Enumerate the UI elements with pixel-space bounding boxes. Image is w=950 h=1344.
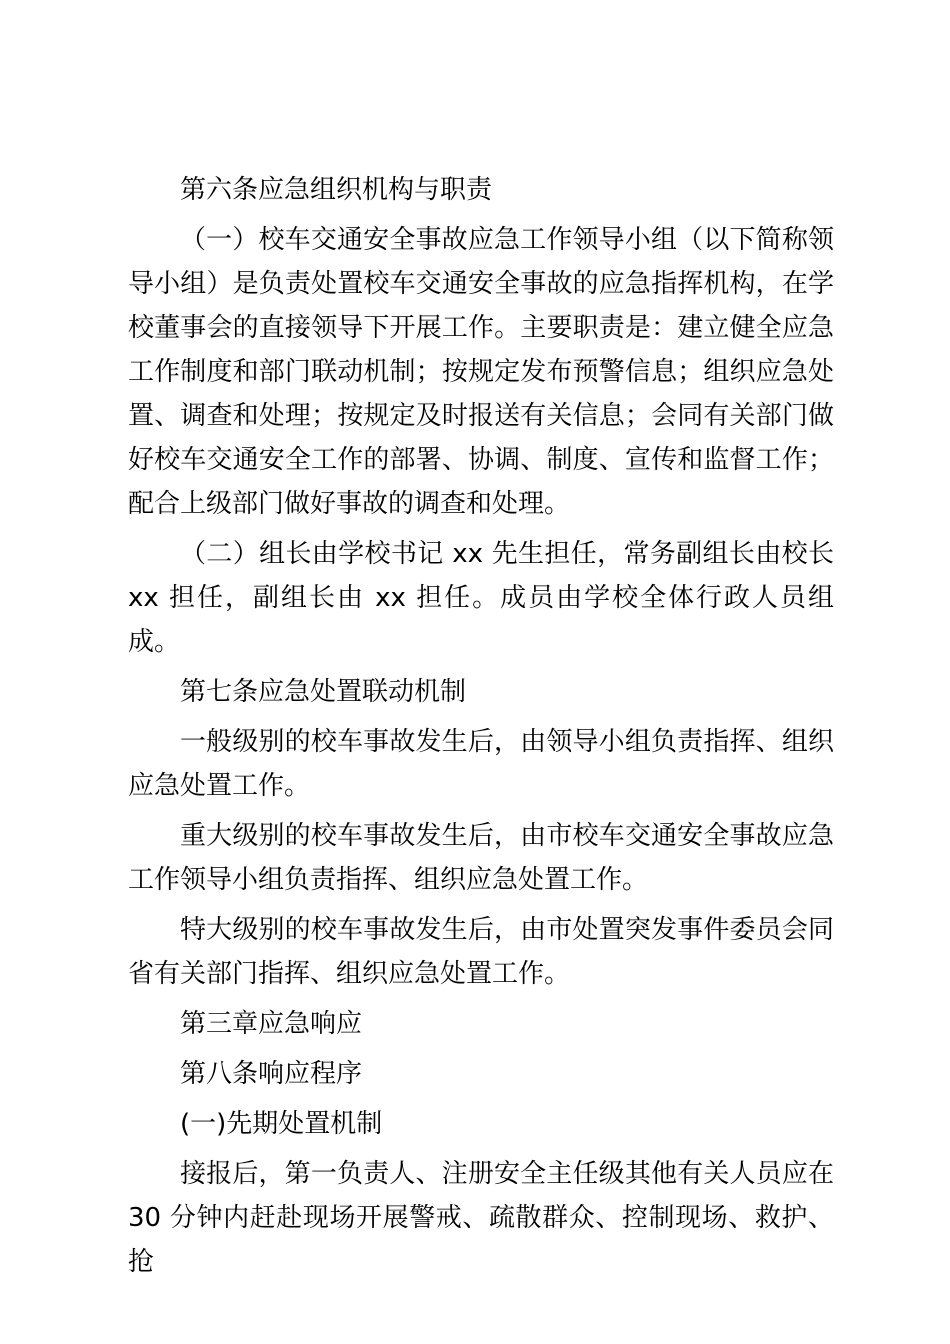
- article-6-heading: 第六条应急组织机构与职责: [180, 175, 493, 205]
- chapter-3-heading: 第三章应急响应: [180, 1009, 363, 1039]
- article-8-heading: 第八条响应程序: [180, 1059, 363, 1089]
- article-6-item-2: （二）组长由学校书记 xx 先生担任，常务副组长由校长 xx 担任，副组长由 xx 担任。成员由学校全体行政人员组成。: [128, 539, 834, 657]
- article-6-item-1: （一）校车交通安全事故应急工作领导小组（以下简称领导小组）是负责处置校车交通安全事故的应急指挥机构，在学校董事会的直接领导下开展工作。主要职责是：建立健全应急工作制度和部门联动机制；按规定发布预警信息；组织应急处置、调查和处理；按规定及时报送有关信息；会同有关部门做好校车交通安全工作的部署、协调、制度、宣传和监督工作；配合上级部门做好事故的调查和处理。: [128, 225, 834, 519]
- article-7-major-level: 重大级别的校车事故发生后，由市校车交通安全事故应急工作领导小组负责指挥、组织应急处置工作。: [128, 821, 834, 895]
- article-7-severe-level: 特大级别的校车事故发生后，由市处置突发事件委员会同省有关部门指挥、组织应急处置工作。: [128, 915, 834, 989]
- article-7-heading: 第七条应急处置联动机制: [180, 677, 467, 707]
- document-page: [128, 168, 834, 1290]
- article-8-item-1-body: 接报后，第一负责人、注册安全主任级其他有关人员应在30 分钟内赶赴现场开展警戒、疏散群众、控制现场、救护、抢: [128, 1159, 834, 1277]
- article-8-item-1-heading: (一)先期处置机制: [180, 1109, 383, 1139]
- article-7-general-level: 一般级别的校车事故发生后，由领导小组负责指挥、组织应急处置工作。: [128, 727, 834, 801]
